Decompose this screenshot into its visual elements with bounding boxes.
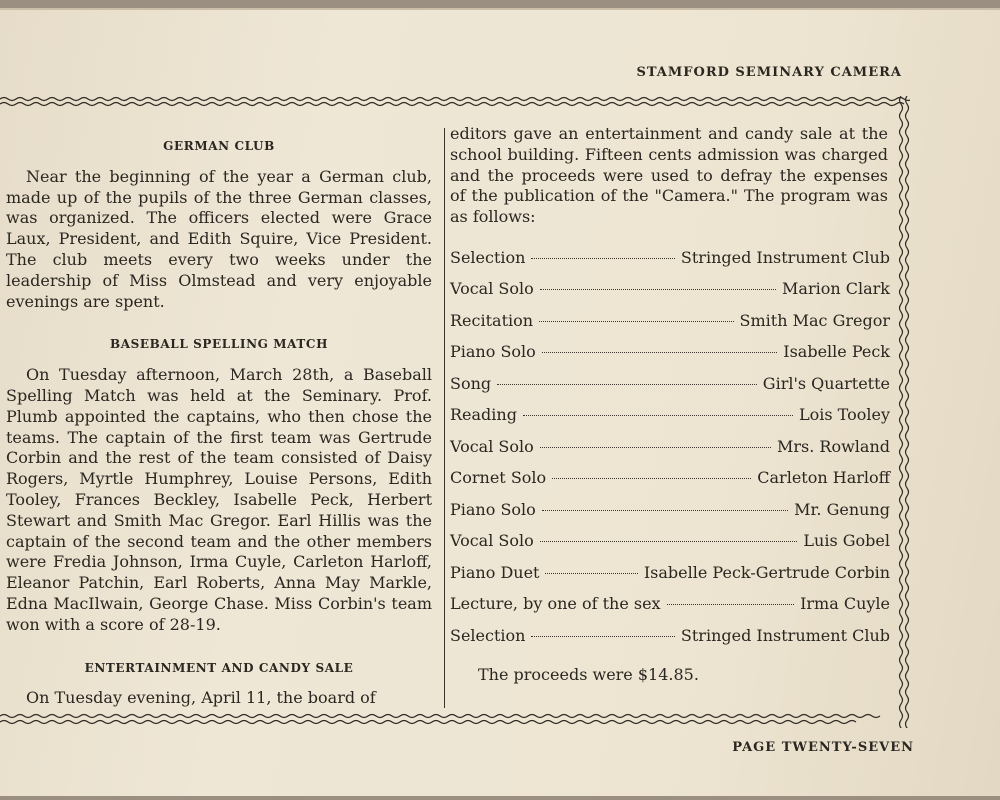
dot-leader [542,352,777,353]
wavy-border-top [0,96,910,110]
dot-leader [667,604,794,605]
program-row [450,500,890,532]
program-item: Piano Duet [450,562,540,582]
program-row [450,626,890,658]
program-row [450,468,890,500]
program-performer: Mr. Genung [794,499,890,519]
program-row [450,563,890,595]
baseball-spelling-text: On Tuesday afternoon, March 28th, a Baseball Spelling Match was held at the Seminary. Prof. Plumb appointed the captains, who then chose the teams. The captain of the first team was Gertrude Corbin and the rest of the team consisted of Daisy Rogers, Myrtle Humphrey, Louise Persons, Edith Tooley, Frances Beckley, Isabelle Peck, Herbert Stewart and Smith Mac Gregor. Earl Hillis was the captain of the second team and the other members were Fredia Johnson, Irma Cuyle, Carleton Harloff, Eleanor Patchin, Earl Roberts, Anna May Markle, Edna MacIlwain, George Chase. Miss Corbin's team won with a score of 28-19. [6,365,432,634]
right-column [450,124,890,702]
program-item: Selection [450,625,526,645]
program-item: Piano Solo [450,499,536,519]
program-performer: Stringed Instrument Club [680,625,890,645]
program-item: Selection [450,247,526,267]
program-row [450,594,890,626]
program-row [450,405,890,437]
column-divider [444,128,445,708]
program-list [450,248,890,658]
magazine-page [0,8,1000,796]
left-column [0,128,438,709]
program-row [450,531,890,563]
dot-leader [540,447,771,448]
program-item: Vocal Solo [450,531,534,551]
dot-leader [497,384,757,385]
program-item: Reading [450,405,517,425]
program-row [450,248,890,280]
program-row [450,279,890,311]
program-performer: Marion Clark [782,279,890,299]
dot-leader [552,478,751,479]
german-club-heading: GERMAN CLUB [163,139,275,153]
dot-leader [542,510,788,511]
program-performer: Isabelle Peck-Gertrude Corbin [643,562,890,582]
entertainment-heading: ENTERTAINMENT AND CANDY SALE [84,660,354,675]
dot-leader [523,415,793,416]
program-performer: Girl's Quartette [762,373,890,393]
dot-leader [545,573,637,574]
program-item: Recitation [450,310,534,330]
program-performer: Luis Gobel [803,531,890,551]
program-item: Piano Solo [450,342,536,362]
baseball-spelling-heading: BASEBALL SPELLING MATCH [109,337,329,352]
program-performer: Lois Tooley [799,405,890,425]
german-club-text: Near the beginning of the year a German club, made up of the pupils of the three German classes, was organized. The officers elected were Grace Laux, President, and Edith Squire, Vice President. The club meets every two weeks under the leadership of Miss Olmstead and very enjoyable evenings are spent. [6,166,432,311]
program-item: Cornet Solo [450,468,547,488]
dot-leader [539,321,733,322]
proceeds-text: The proceeds were $14.85. [478,665,699,685]
dot-leader [531,636,674,637]
program-performer: Smith Mac Gregor [739,310,890,330]
page-number: PAGE TWENTY-SEVEN [732,740,914,755]
wavy-border-bottom [0,712,910,726]
entertainment-text: On Tuesday evening, April 11, the board of [26,688,376,708]
program-item: Song [450,373,492,393]
program-item: Vocal Solo [450,279,534,299]
program-performer: Isabelle Peck [783,342,890,362]
dot-leader [540,541,798,542]
dot-leader [531,258,674,259]
entertainment-continuation: editors gave an entertainment and candy sale at the school building. Fifteen cents admission was charged and the proceeds were used to defray the expenses of the publication of the "Camera." The program was as follows: [450,124,888,227]
program-row [450,342,890,374]
program-item: Lecture, by one of the sex [450,594,661,614]
program-row [450,437,890,469]
program-performer: Stringed Instrument Club [680,247,890,267]
wavy-border-right [896,96,914,728]
running-header: STAMFORD SEMINARY CAMERA [636,65,902,80]
program-row [450,374,890,406]
program-performer: Carleton Harloff [757,468,890,488]
program-performer: Irma Cuyle [800,594,890,614]
dot-leader [540,289,776,290]
program-performer: Mrs. Rowland [777,436,890,456]
program-item: Vocal Solo [450,436,534,456]
program-row [450,311,890,343]
